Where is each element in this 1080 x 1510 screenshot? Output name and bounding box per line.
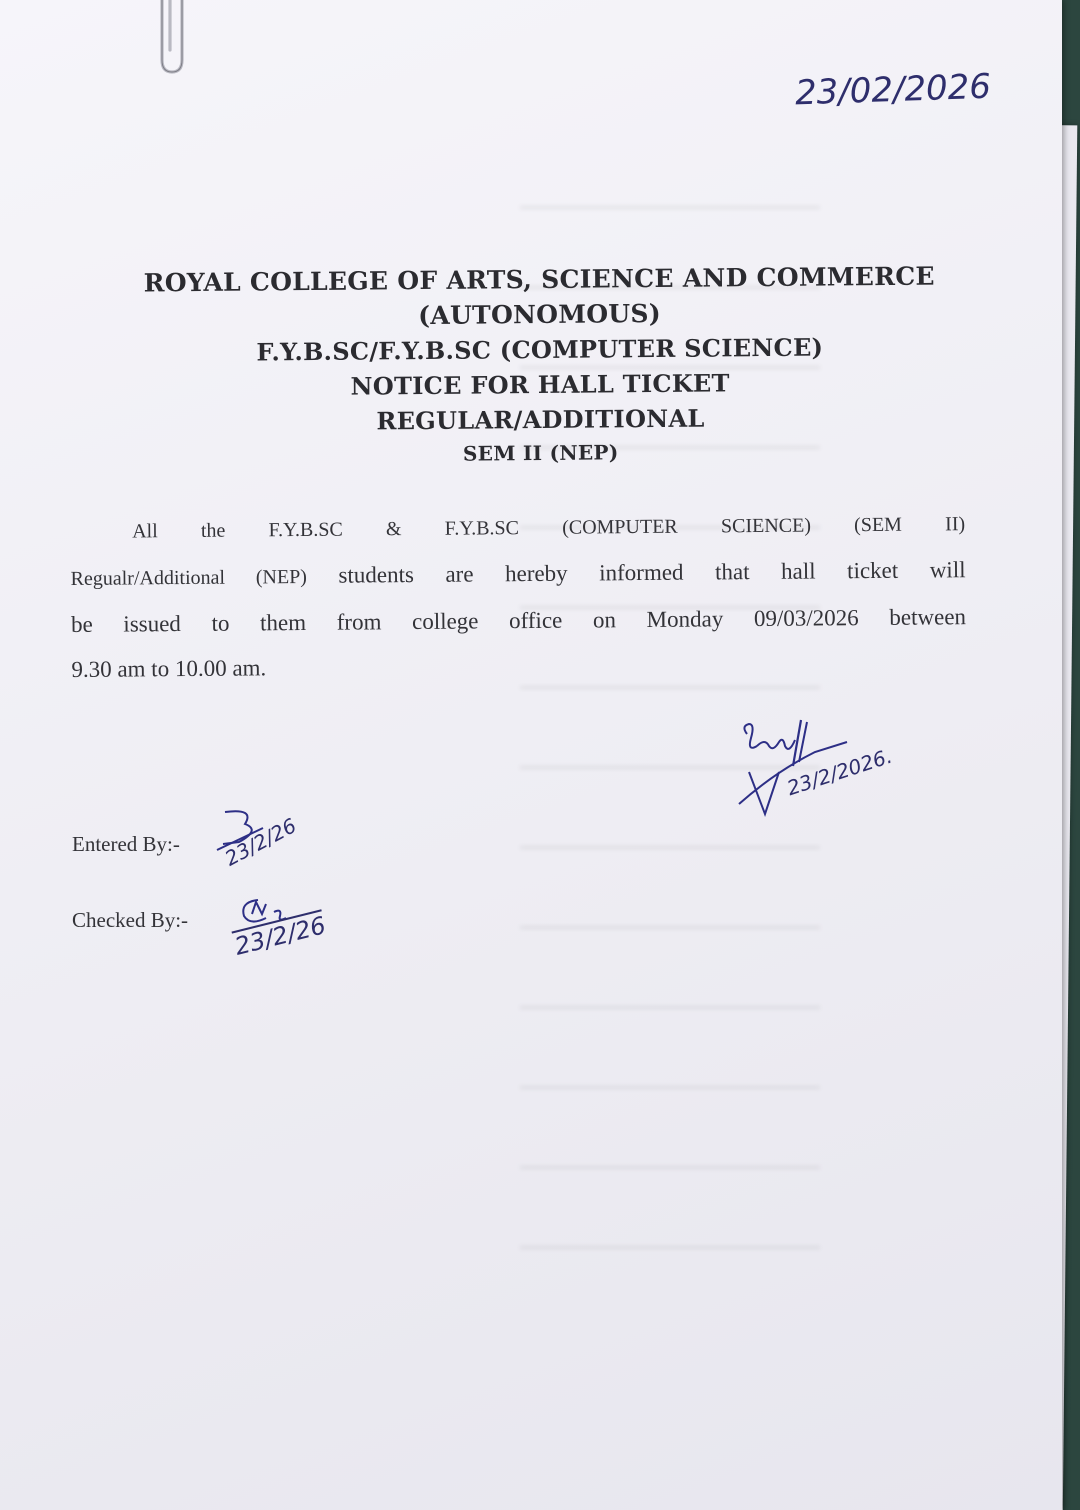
notice-line-2-prefix: Regualr/Additional (NEP) <box>70 565 308 590</box>
word: SCIENCE) <box>720 514 812 538</box>
notice-body <box>70 502 967 692</box>
notice-line-2 <box>70 547 965 602</box>
word: & <box>385 518 402 541</box>
word: F.Y.B.SC <box>444 517 520 540</box>
notice-type: REGULAR/ADDITIONAL <box>376 403 705 436</box>
entered-by-date: 23/2/26 <box>220 813 301 871</box>
word: (COMPUTER <box>562 515 678 539</box>
notice-line-1 <box>70 502 965 555</box>
course-name: F.Y.B.SC/F.Y.B.SC (COMPUTER SCIENCE) <box>256 332 824 367</box>
principal-sign-date: 23/2/2026. <box>783 743 895 801</box>
entered-by-label: Entered By:- <box>72 832 180 856</box>
notice-line-2-rest: students are hereby informed that hall ticket will <box>338 557 966 588</box>
autonomous-label: (AUTONOMOUS) <box>418 298 662 331</box>
notice-title: NOTICE FOR HALL TICKET <box>350 368 730 401</box>
college-name: ROYAL COLLEGE OF ARTS, SCIENCE AND COMMERCE <box>143 261 935 298</box>
notice-header <box>109 258 971 472</box>
handwritten-date-top: 23/02/2026 <box>794 66 992 114</box>
notice-line-4: 9.30 am to 10.00 am. <box>71 655 267 682</box>
semester-label: SEM II (NEP) <box>462 440 619 466</box>
word: II) <box>945 513 966 536</box>
word: All <box>132 520 158 543</box>
checked-by-date: 23/2/26 <box>231 911 329 961</box>
paperclip-icon <box>150 0 190 85</box>
checked-by-label: Checked By:- <box>72 908 189 932</box>
word: (SEM <box>854 513 903 537</box>
word: the <box>200 519 226 542</box>
word: F.Y.B.SC <box>268 518 343 542</box>
notice-line-3: be issued to them from college office on Monday 09/03/2026 between <box>70 604 967 637</box>
